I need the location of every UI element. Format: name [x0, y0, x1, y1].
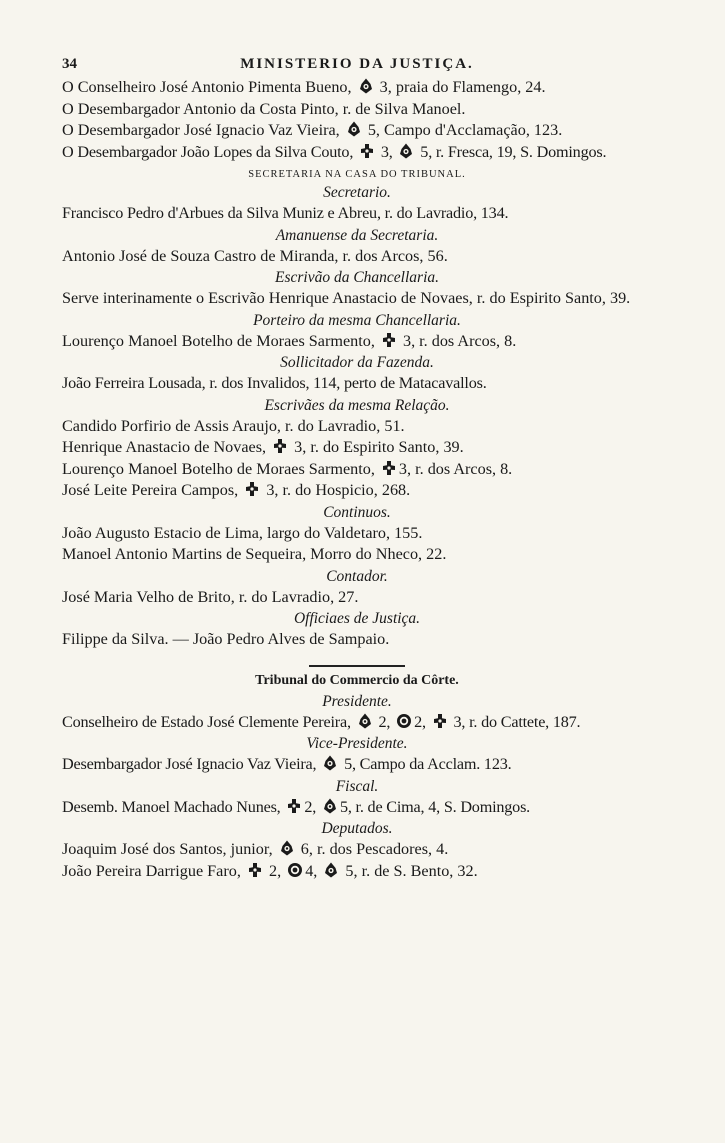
cross-order-icon	[272, 438, 288, 454]
heading-presidente: Presidente.	[322, 692, 392, 710]
entry-sollicitador: João Ferreira Lousada, r. dos Invalidos, 114, perto de Matacavallos.	[62, 374, 487, 392]
cross-order-icon	[381, 460, 397, 476]
star-medal-icon	[287, 862, 303, 878]
entry-vaz-vieira: O Desembargador José Ignacio Vaz Vieira, 5, Campo d'Acclamação, 123.	[62, 121, 563, 139]
heading-escrivaes: Escrivães da mesma Relação.	[264, 396, 450, 414]
entry-officiaes: Filippe da Silva. — João Pedro Alves de Sampaio.	[62, 630, 390, 648]
entry-escrivao-item: Henrique Anastacio de Novaes, 3, r. do Espirito Santo, 39.	[62, 438, 464, 456]
heading-amanuense: Amanuense da Secretaria.	[275, 226, 439, 244]
heading-continuos: Continuos.	[323, 503, 391, 521]
entry-porteiro: Lourenço Manoel Botelho de Moraes Sarmento, 3, r. dos Arcos, 8.	[62, 331, 517, 350]
page-title: MINISTERIO DA JUSTIÇA.	[240, 56, 474, 72]
page-header	[62, 56, 652, 73]
cross-order-icon	[432, 713, 448, 729]
heading-vice-presidente: Vice-Presidente.	[306, 735, 408, 752]
rose-medal-icon	[279, 840, 295, 856]
rose-medal-icon	[322, 755, 338, 771]
heading-fiscal: Fiscal.	[335, 777, 379, 795]
heading-porteiro: Porteiro da mesma Chancellaria.	[253, 311, 461, 329]
heading-sollicitador: Sollicitador da Fazenda.	[280, 354, 434, 371]
entry-continuo: João Augusto Estacio de Lima, largo do Valdetaro, 155.	[62, 523, 423, 542]
rose-medal-icon	[346, 121, 362, 137]
entry-vice-presidente: Desembargador José Ignacio Vaz Vieira, 5, Campo da Acclam. 123.	[62, 755, 512, 773]
cross-order-icon	[286, 798, 302, 814]
heading-deputados: Deputados.	[321, 820, 393, 837]
entry-deputado: Joaquim José dos Santos, junior, 6, r. dos Pescadores, 4.	[62, 840, 449, 858]
entry-continuo: Manoel Antonio Martins de Sequeira, Morro do Nheco, 22.	[62, 545, 447, 563]
tribunal-title: Tribunal do Commercio da Côrte.	[255, 672, 459, 688]
secretaria-title: SECRETARIA NA CASA DO TRIBUNAL.	[248, 169, 466, 180]
star-medal-icon	[396, 713, 412, 729]
rose-medal-icon	[322, 798, 338, 814]
rose-medal-icon	[323, 862, 339, 878]
cross-order-icon	[359, 143, 375, 159]
rose-medal-icon	[398, 143, 414, 159]
entry-deputado: João Pereira Darrigue Faro, 2, 4, 5, r. de S. Bento, 32.	[62, 861, 478, 880]
entry-secretario: Francisco Pedro d'Arbues da Silva Muniz e Abreu, r. do Lavradio, 134.	[62, 204, 509, 222]
rose-medal-icon	[357, 713, 373, 729]
cross-order-icon	[244, 481, 260, 497]
entry-pimenta-bueno: O Conselheiro José Antonio Pimenta Bueno, 3, praia do Flamengo, 24.	[62, 78, 546, 96]
document-page	[62, 56, 652, 882]
entry-costa-pinto: O Desembargador Antonio da Costa Pinto, r. de Silva Manoel.	[62, 99, 466, 118]
entry-escrivao-item: José Leite Pereira Campos, 3, r. do Hospicio, 268.	[62, 481, 411, 499]
entry-escrivao: Serve interinamente o Escrivão Henrique Anastacio de Novaes, r. do Espirito Santo, 39.	[62, 289, 631, 307]
cross-order-icon	[247, 862, 263, 878]
entry-escrivao-item: Candido Porfirio de Assis Araujo, r. do Lavradio, 51.	[62, 416, 405, 435]
section-divider	[309, 665, 405, 667]
entry-silva-couto: O Desembargador João Lopes da Silva Couto, 3, 5, r. Fresca, 19, S. Domingos.	[62, 142, 607, 161]
heading-escrivao: Escrivão da Chancellaria.	[274, 269, 440, 286]
heading-officiaes: Officiaes de Justiça.	[293, 610, 421, 627]
page-number: 34	[62, 56, 77, 72]
heading-secretario: Secretario.	[323, 184, 391, 201]
cross-order-icon	[381, 332, 397, 348]
entry-escrivao-item: Lourenço Manoel Botelho de Moraes Sarmento, 3, r. dos Arcos, 8.	[62, 459, 513, 478]
rose-medal-icon	[358, 78, 374, 94]
entry-presidente: Conselheiro de Estado José Clemente Pereira, 2, 2, 3, r. do Cattete, 187.	[62, 712, 581, 731]
heading-contador: Contador.	[326, 567, 388, 585]
entry-fiscal: Desemb. Manoel Machado Nunes, 2, 5, r. de Cima, 4, S. Domingos.	[62, 797, 531, 816]
entry-amanuense: Antonio José de Souza Castro de Miranda, r. dos Arcos, 56.	[62, 246, 448, 265]
entry-contador: José Maria Velho de Brito, r. do Lavradio, 27.	[62, 587, 359, 606]
